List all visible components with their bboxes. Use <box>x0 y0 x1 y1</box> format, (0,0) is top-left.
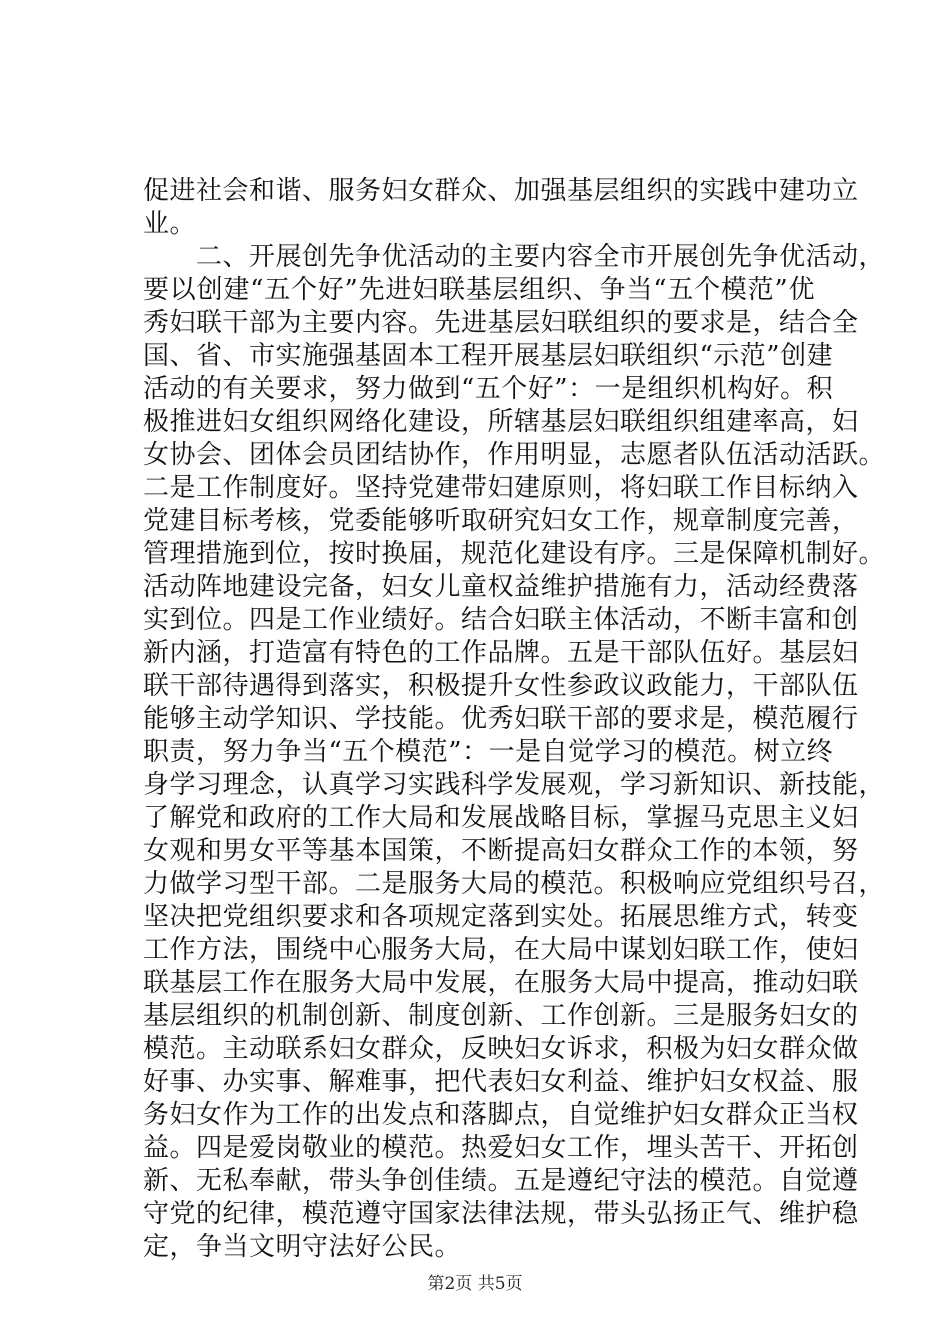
text-line: 定，争当文明守法好公民。 <box>143 1232 462 1262</box>
text-line: 党建目标考核，党委能够听取研究妇女工作，规章制度完善， <box>143 506 859 536</box>
text-line: 守党的纪律，模范遵守国家法律法规，带头弘扬正气、维护稳 <box>143 1199 859 1229</box>
text-line: 二、开展创先争优活动的主要内容全市开展创先争优活动， <box>143 242 886 272</box>
text-line: 益。四是爱岗敬业的模范。热爱妇女工作，埋头苦干、开拓创 <box>143 1133 859 1163</box>
text-line: 能够主动学知识、学技能。优秀妇联干部的要求是，模范履行 <box>143 704 859 734</box>
page-footer <box>0 1273 950 1295</box>
text-line: 身学习理念，认真学习实践科学发展观，学习新知识、新技能， <box>143 770 886 800</box>
text-line: 要以创建“五个好”先进妇联基层组织、争当“五个模范”优 <box>143 275 815 305</box>
text-line: 实到位。四是工作业绩好。结合妇联主体活动，不断丰富和创 <box>143 605 859 635</box>
text-line: 新内涵，打造富有特色的工作品牌。五是干部队伍好。基层妇 <box>143 638 859 668</box>
text-line: 极推进妇女组织网络化建设，所辖基层妇联组织组建率高，妇 <box>143 407 859 437</box>
text-line: 务妇女作为工作的出发点和落脚点，自觉维护妇女群众正当权 <box>143 1100 859 1130</box>
text-line: 工作方法，围绕中心服务大局，在大局中谋划妇联工作，使妇 <box>143 935 859 965</box>
text-line: 基层组织的机制创新、制度创新、工作创新。三是服务妇女的 <box>143 1001 859 1031</box>
text-line: 模范。主动联系妇女群众，反映妇女诉求，积极为妇女群众做 <box>143 1034 859 1064</box>
text-line: 坚决把党组织要求和各项规定落到实处。拓展思维方式，转变 <box>143 902 859 932</box>
text-line: 职责，努力争当“五个模范”：一是自觉学习的模范。树立终 <box>143 737 834 767</box>
text-line: 国、省、市实施强基固本工程开展基层妇联组织“示范”创建 <box>143 341 834 371</box>
page-number-label: 第2页 共5页 <box>427 1274 523 1294</box>
text-line: 管理措施到位，按时换届，规范化建设有序。三是保障机制好。 <box>143 539 886 569</box>
text-line: 联基层工作在服务大局中发展，在服务大局中提高，推动妇联 <box>143 968 859 998</box>
text-line: 业。 <box>143 209 197 239</box>
text-line: 秀妇联干部为主要内容。先进基层妇联组织的要求是，结合全 <box>143 308 859 338</box>
body-text <box>143 175 886 1264</box>
text-line: 活动的有关要求，努力做到“五个好”：一是组织机构好。积 <box>143 374 834 404</box>
text-line: 女协会、团体会员团结协作，作用明显，志愿者队伍活动活跃。 <box>143 440 886 470</box>
text-line: 女观和男女平等基本国策，不断提高妇女群众工作的本领，努 <box>143 836 859 866</box>
text-line: 新、无私奉献，带头争创佳绩。五是遵纪守法的模范。自觉遵 <box>143 1166 859 1196</box>
text-line: 活动阵地建设完备，妇女儿童权益维护措施有力，活动经费落 <box>143 572 859 602</box>
text-line: 好事、办实事、解难事，把代表妇女利益、维护妇女权益、服 <box>143 1067 859 1097</box>
text-line: 了解党和政府的工作大局和发展战略目标，掌握马克思主义妇 <box>143 803 859 833</box>
text-line: 联干部待遇得到落实，积极提升女性参政议政能力，干部队伍 <box>143 671 859 701</box>
text-line: 促进社会和谐、服务妇女群众、加强基层组织的实践中建功立 <box>143 176 859 206</box>
text-line: 二是工作制度好。坚持党建带妇建原则，将妇联工作目标纳入 <box>143 473 859 503</box>
text-line: 力做学习型干部。二是服务大局的模范。积极响应党组织号召， <box>143 869 886 899</box>
